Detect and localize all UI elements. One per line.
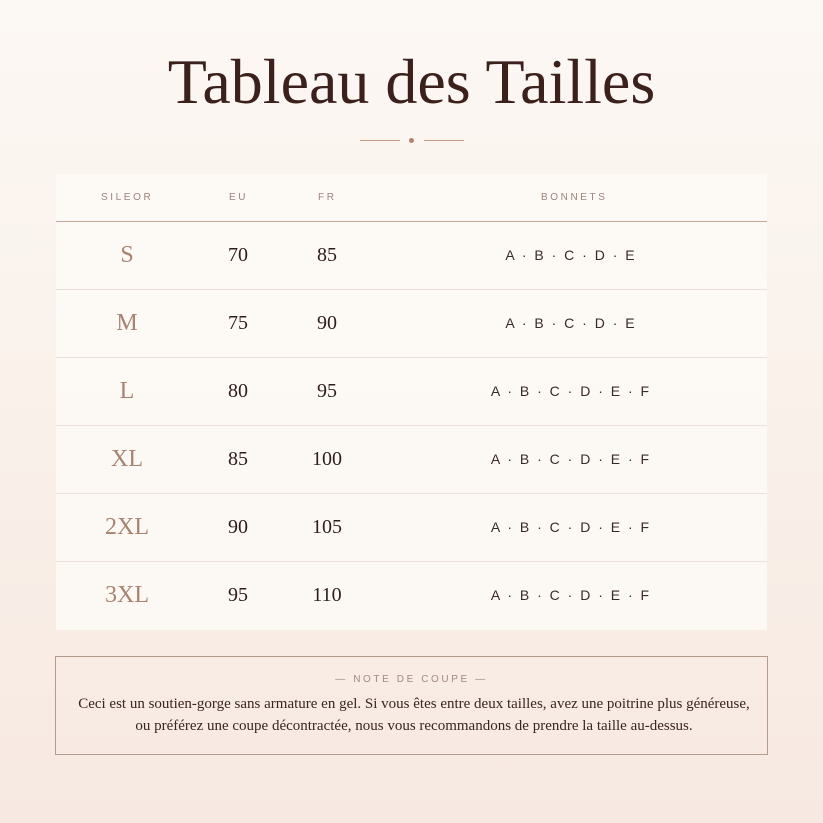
fit-note-label: — NOTE DE COUPE — — [335, 674, 488, 685]
divider-line-right — [424, 140, 464, 141]
size-cell: S — [120, 242, 134, 268]
title-divider-ornament — [360, 134, 464, 146]
cups-cell: A · B · C · D · E · F — [490, 587, 652, 603]
header-cups: BONNETS — [541, 192, 608, 203]
size-cell: L — [119, 378, 135, 404]
table-row — [56, 494, 767, 562]
fit-note-box — [55, 656, 768, 755]
table-row — [56, 426, 767, 494]
cups-cell: A · B · C · D · E — [505, 247, 637, 263]
fr-cell: 90 — [317, 312, 337, 334]
table-row — [56, 562, 767, 630]
eu-cell: 85 — [228, 448, 248, 470]
size-chart-table — [56, 174, 767, 630]
size-cell: M — [116, 310, 138, 336]
eu-cell: 80 — [228, 380, 248, 402]
header-fr: FR — [318, 192, 337, 203]
table-row — [56, 290, 767, 358]
table-body — [56, 222, 767, 630]
eu-cell: 95 — [228, 584, 248, 606]
fr-cell: 110 — [312, 584, 342, 606]
header-size: SILEOR — [101, 192, 154, 203]
fr-cell: 100 — [312, 448, 342, 470]
cups-cell: A · B · C · D · E — [505, 315, 637, 331]
cups-cell: A · B · C · D · E · F — [490, 519, 652, 535]
table-header — [56, 174, 767, 222]
size-cell: 3XL — [105, 582, 149, 608]
cups-cell: A · B · C · D · E · F — [490, 383, 652, 399]
fit-note-text: Ceci est un soutien-gorge sans armature en gel. Si vous êtes entre deux tailles, avez une poitrine plus généreuse, ou préférez une coupe décontractée, nous vous recommandons de prendre la taille au-dessus. — [78, 696, 750, 734]
eu-cell: 70 — [228, 244, 248, 266]
page-title: Tableau des Tailles — [167, 46, 656, 117]
fr-cell: 85 — [317, 244, 337, 266]
fr-cell: 105 — [312, 516, 342, 538]
size-cell: XL — [111, 446, 143, 472]
table-row — [56, 222, 767, 290]
divider-dot — [409, 138, 414, 143]
eu-cell: 75 — [228, 312, 248, 334]
header-eu: EU — [229, 192, 249, 203]
divider-line-left — [360, 140, 400, 141]
cups-cell: A · B · C · D · E · F — [490, 451, 652, 467]
eu-cell: 90 — [228, 516, 248, 538]
table-row — [56, 358, 767, 426]
size-cell: 2XL — [105, 514, 149, 540]
fr-cell: 95 — [317, 380, 337, 402]
